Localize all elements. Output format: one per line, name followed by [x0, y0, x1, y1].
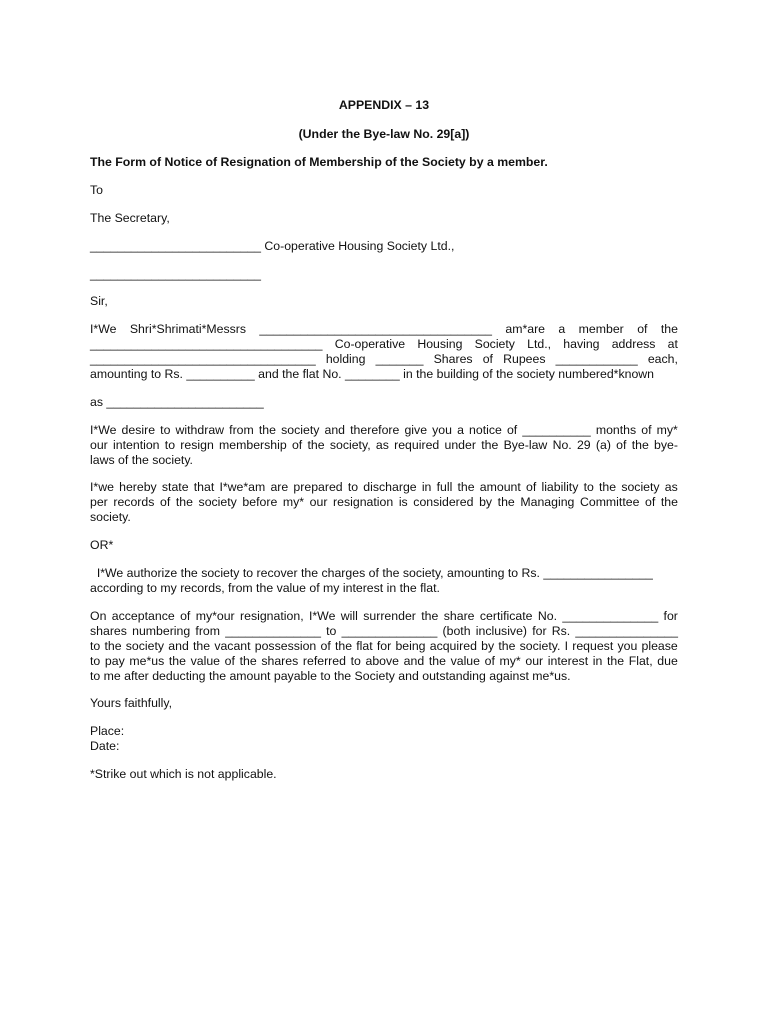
- word: months: [595, 423, 637, 437]
- word: Housing: [417, 337, 463, 351]
- word: of: [291, 438, 303, 452]
- word: Society: [474, 337, 515, 351]
- word: ______________: [225, 624, 321, 638]
- word: you: [432, 423, 452, 437]
- society-name-line: _________________________ Co-operative Housing Society Ltd.,: [90, 239, 455, 253]
- word: hereby: [119, 480, 157, 494]
- para4-line1: I*We authorize the society to recover the charges of the society, amounting to Rs. ________________: [90, 566, 653, 580]
- word: pay: [104, 654, 125, 668]
- word: being: [395, 639, 426, 653]
- word: of: [645, 495, 656, 509]
- word: from: [229, 423, 254, 437]
- word: (a): [595, 438, 611, 452]
- word: considered: [413, 495, 474, 509]
- date-label: Date:: [90, 739, 120, 753]
- word: my*: [282, 495, 305, 509]
- word: me*us: [129, 654, 165, 668]
- word: under: [444, 438, 476, 452]
- word: records: [113, 495, 155, 509]
- word: Bye-law: [503, 438, 548, 452]
- word: to: [164, 438, 176, 452]
- word: my*our: [195, 609, 235, 623]
- word: of: [641, 423, 652, 437]
- word: of: [482, 352, 493, 366]
- word: membership: [219, 438, 287, 452]
- word: above: [365, 654, 400, 668]
- word: our: [525, 654, 544, 668]
- word: to: [90, 639, 101, 653]
- word: society: [125, 639, 165, 653]
- word: the: [334, 639, 353, 653]
- address-blank-line: _________________________: [90, 267, 261, 281]
- word: Rupees: [503, 352, 546, 366]
- word: the: [660, 322, 678, 336]
- word: for: [663, 609, 678, 623]
- word: __________: [522, 423, 591, 437]
- word: as: [375, 438, 389, 452]
- word: notice: [469, 423, 502, 437]
- word: flat: [356, 639, 373, 653]
- word: No.: [552, 438, 572, 452]
- word: is: [398, 495, 408, 509]
- byelaw-subheading: (Under the Bye-law No. 29[a]): [298, 127, 470, 141]
- word: I*We: [90, 322, 117, 336]
- footnote: *Strike out which is not applicable.: [90, 767, 277, 781]
- word: _______________: [575, 624, 678, 638]
- word: give: [404, 423, 428, 437]
- word: bye-: [654, 438, 678, 452]
- word: a: [457, 423, 464, 437]
- word: for: [376, 639, 392, 653]
- word: required: [394, 438, 440, 452]
- word: of: [484, 654, 495, 668]
- word: the: [168, 654, 186, 668]
- form-title: The Form of Notice of Resignation of Membership of the Society by a member.: [90, 155, 548, 169]
- word: liability: [541, 480, 579, 494]
- word: by: [479, 495, 493, 509]
- word: to: [347, 480, 359, 494]
- word: Rs.: [551, 624, 571, 638]
- word: (both: [442, 624, 471, 638]
- word: resignation,: [240, 609, 304, 623]
- word: numbering: [132, 624, 191, 638]
- word: society,: [329, 438, 371, 452]
- word: the: [307, 438, 325, 452]
- para1-line5: as _______________________: [90, 395, 264, 409]
- word: per: [90, 495, 108, 509]
- word: of: [180, 609, 191, 623]
- word: the: [481, 438, 499, 452]
- word: of: [637, 322, 648, 336]
- word: our: [90, 438, 108, 452]
- word: to: [350, 654, 361, 668]
- para2-line1: [90, 423, 678, 437]
- word: value: [450, 654, 480, 668]
- word: amount: [479, 480, 521, 494]
- word: _________________________________: [90, 352, 316, 366]
- word: of: [526, 480, 537, 494]
- word: interest: [547, 654, 589, 668]
- word: Co-operative: [334, 337, 406, 351]
- word: shares: [261, 654, 299, 668]
- word: am*are: [505, 322, 546, 336]
- word: I*We: [308, 609, 336, 623]
- word: prepared: [293, 480, 343, 494]
- para5-line3: [90, 639, 678, 653]
- word: the: [421, 609, 439, 623]
- word: request: [572, 639, 614, 653]
- word: to: [90, 654, 101, 668]
- word: Shri*Shrimati*Messrs: [129, 322, 247, 336]
- word: therefore: [350, 423, 400, 437]
- para5-line1: [90, 609, 678, 623]
- para1-line2: [90, 337, 678, 351]
- para3-line3: society.: [90, 510, 131, 524]
- word: at: [667, 337, 678, 351]
- word: the: [631, 438, 649, 452]
- word: the: [599, 480, 617, 494]
- para2-line3: laws of the society.: [90, 453, 193, 467]
- word: address: [611, 337, 656, 351]
- word: for: [532, 624, 547, 638]
- word: share: [443, 609, 475, 623]
- word: please: [641, 639, 678, 653]
- word: the: [175, 495, 193, 509]
- salutation: Sir,: [90, 294, 108, 308]
- word: Managing: [520, 495, 575, 509]
- word: you: [617, 639, 638, 653]
- para5-line4: [90, 654, 678, 668]
- word: my*: [656, 423, 678, 437]
- word: in: [421, 480, 432, 494]
- word: certificate: [479, 609, 533, 623]
- para2-line2: [90, 438, 678, 452]
- word: I*we: [90, 480, 114, 494]
- to-line: To: [90, 183, 103, 197]
- word: society: [281, 423, 320, 437]
- para1-line3: [90, 352, 678, 366]
- word: due: [657, 654, 678, 668]
- word: having: [563, 337, 600, 351]
- word: resignation: [333, 495, 394, 509]
- para4-line2: according to my records, from the value of my interest in the flat.: [90, 581, 440, 595]
- yours-faithfully: Yours faithfully,: [90, 696, 173, 710]
- word: ______________: [562, 609, 659, 623]
- appendix-heading: APPENDIX – 13: [338, 98, 430, 112]
- word: to: [160, 423, 171, 437]
- word: I*We: [90, 423, 117, 437]
- word: by: [481, 639, 495, 653]
- word: before: [242, 495, 278, 509]
- word: surrender: [363, 609, 416, 623]
- word: from: [195, 624, 221, 638]
- or-separator: OR*: [90, 538, 114, 552]
- word: No.: [537, 609, 558, 623]
- word: of: [159, 495, 171, 509]
- word: holding: [325, 352, 366, 366]
- para5-line5: to me after deducting the amount payable to the Society and outstanding against me*us.: [90, 669, 571, 683]
- word: value: [190, 654, 221, 668]
- word: acquired: [429, 639, 477, 653]
- word: possession: [254, 639, 317, 653]
- word: of: [320, 639, 331, 653]
- word: the: [497, 495, 515, 509]
- word: withdraw: [175, 423, 225, 437]
- word: ____________: [555, 352, 638, 366]
- word: __________________________________: [90, 337, 323, 351]
- word: the: [660, 495, 678, 509]
- word: society: [198, 495, 237, 509]
- word: society.: [519, 639, 561, 653]
- word: On: [90, 609, 107, 623]
- para1-line4: amounting to Rs. __________ and the flat No. ________ in the building of the society numbered*known: [90, 367, 655, 381]
- word: the: [457, 480, 475, 494]
- word: and: [403, 654, 425, 668]
- word: as: [664, 480, 678, 494]
- word: desire: [121, 423, 156, 437]
- word: I*we*am: [219, 480, 266, 494]
- word: are: [270, 480, 289, 494]
- word: I: [564, 639, 569, 653]
- word: society: [621, 480, 660, 494]
- word: my*: [499, 654, 521, 668]
- word: _______: [375, 352, 424, 366]
- word: a: [558, 322, 566, 336]
- word: each,: [647, 352, 678, 366]
- word: of: [506, 423, 518, 437]
- word: intention: [113, 438, 160, 452]
- word: and: [168, 639, 189, 653]
- word: in: [592, 654, 603, 668]
- word: discharge: [363, 480, 417, 494]
- word: acceptance: [111, 609, 175, 623]
- word: the: [104, 639, 122, 653]
- word: vacant: [214, 639, 251, 653]
- word: our: [309, 495, 328, 509]
- word: the: [258, 423, 276, 437]
- word: of: [616, 438, 627, 452]
- word: the: [193, 639, 211, 653]
- word: ______________: [341, 624, 438, 638]
- word: Committee: [579, 495, 640, 509]
- para5-line2: [90, 624, 678, 638]
- word: and: [324, 423, 346, 437]
- word: of: [224, 654, 235, 668]
- word: that: [193, 480, 215, 494]
- word: state: [161, 480, 189, 494]
- word: Shares: [433, 352, 473, 366]
- para1-line1: [90, 322, 678, 336]
- word: shares: [90, 624, 127, 638]
- word: 29: [576, 438, 591, 452]
- word: member: [578, 322, 624, 336]
- para3-line2: [90, 495, 678, 509]
- word: resign: [180, 438, 214, 452]
- para3-line1: [90, 480, 678, 494]
- word: full: [436, 480, 453, 494]
- word: Ltd.,: [527, 337, 552, 351]
- word: the: [239, 654, 257, 668]
- word: will: [340, 609, 358, 623]
- word: to: [326, 624, 337, 638]
- word: the: [606, 654, 625, 668]
- word: the: [498, 639, 516, 653]
- word: Flat,: [628, 654, 653, 668]
- word: referred: [302, 654, 346, 668]
- secretary-line: The Secretary,: [90, 211, 170, 225]
- word: to: [583, 480, 594, 494]
- place-label: Place:: [90, 724, 125, 738]
- word: the: [428, 654, 446, 668]
- word: __________________________________: [259, 322, 492, 336]
- word: inclusive): [475, 624, 528, 638]
